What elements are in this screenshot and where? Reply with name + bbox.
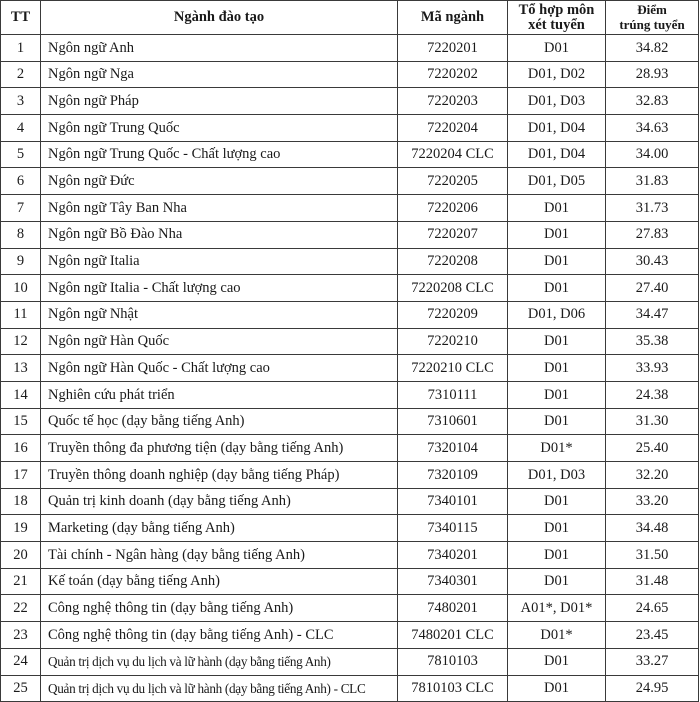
admission-score: 27.40 — [606, 275, 699, 302]
major-code: 7320109 — [398, 462, 508, 489]
admission-score: 34.82 — [606, 35, 699, 62]
row-index: 8 — [1, 221, 41, 248]
row-index: 15 — [1, 408, 41, 435]
major-code: 7480201 CLC — [398, 622, 508, 649]
major-code: 7340201 — [398, 542, 508, 569]
major-name: Ngôn ngữ Hàn Quốc — [41, 328, 398, 355]
major-code: 7220204 — [398, 115, 508, 142]
admission-score: 28.93 — [606, 61, 699, 88]
table-row — [1, 675, 699, 702]
major-name: Công nghệ thông tin (dạy bằng tiếng Anh) - CLC — [41, 622, 398, 649]
admission-score: 33.20 — [606, 488, 699, 515]
subject-combo: D01, D05 — [508, 168, 606, 195]
major-code: 7220206 — [398, 195, 508, 222]
subject-combo: D01* — [508, 622, 606, 649]
header-score-line2: trúng tuyển — [619, 16, 685, 32]
admission-score: 31.48 — [606, 568, 699, 595]
subject-combo: D01, D03 — [508, 462, 606, 489]
subject-combo: D01, D03 — [508, 88, 606, 115]
major-code: 7220208 — [398, 248, 508, 275]
major-name: Ngôn ngữ Trung Quốc - Chất lượng cao — [41, 141, 398, 168]
subject-combo: D01 — [508, 35, 606, 62]
table-row — [1, 275, 699, 302]
row-index: 20 — [1, 542, 41, 569]
table-row — [1, 195, 699, 222]
major-name: Ngôn ngữ Nhật — [41, 301, 398, 328]
row-index: 23 — [1, 622, 41, 649]
row-index: 11 — [1, 301, 41, 328]
row-index: 12 — [1, 328, 41, 355]
header-combo-line2: xét tuyển — [528, 16, 585, 33]
table-row — [1, 515, 699, 542]
subject-combo: D01 — [508, 195, 606, 222]
row-index: 21 — [1, 568, 41, 595]
row-index: 25 — [1, 675, 41, 702]
admission-score: 32.20 — [606, 462, 699, 489]
major-name: Ngôn ngữ Hàn Quốc - Chất lượng cao — [41, 355, 398, 382]
subject-combo: D01 — [508, 248, 606, 275]
admission-score: 32.83 — [606, 88, 699, 115]
row-index: 6 — [1, 168, 41, 195]
major-name: Kế toán (dạy bằng tiếng Anh) — [41, 568, 398, 595]
header-code: Mã ngành — [398, 1, 508, 35]
table-row — [1, 301, 699, 328]
row-index: 18 — [1, 488, 41, 515]
major-name: Ngôn ngữ Đức — [41, 168, 398, 195]
admission-score: 34.48 — [606, 515, 699, 542]
row-index: 22 — [1, 595, 41, 622]
header-score-line1: Điểm — [637, 2, 667, 18]
admission-score: 35.38 — [606, 328, 699, 355]
table-row — [1, 408, 699, 435]
table-row — [1, 248, 699, 275]
major-code: 7480201 — [398, 595, 508, 622]
major-code: 7320104 — [398, 435, 508, 462]
admission-score: 31.83 — [606, 168, 699, 195]
major-code: 7220203 — [398, 88, 508, 115]
table-row — [1, 542, 699, 569]
admission-score: 23.45 — [606, 622, 699, 649]
major-code: 7810103 — [398, 648, 508, 675]
subject-combo: D01, D06 — [508, 301, 606, 328]
major-code: 7340101 — [398, 488, 508, 515]
table-row — [1, 221, 699, 248]
admission-score: 31.30 — [606, 408, 699, 435]
subject-combo: D01 — [508, 381, 606, 408]
major-name: Ngôn ngữ Italia — [41, 248, 398, 275]
admission-score: 33.27 — [606, 648, 699, 675]
admission-score: 25.40 — [606, 435, 699, 462]
subject-combo: D01 — [508, 408, 606, 435]
row-index: 4 — [1, 115, 41, 142]
major-code: 7220205 — [398, 168, 508, 195]
admission-score: 24.95 — [606, 675, 699, 702]
table-row — [1, 35, 699, 62]
row-index: 16 — [1, 435, 41, 462]
subject-combo: D01* — [508, 435, 606, 462]
admission-score: 34.63 — [606, 115, 699, 142]
subject-combo: D01 — [508, 542, 606, 569]
row-index: 24 — [1, 648, 41, 675]
major-name: Quản trị dịch vụ du lịch và lữ hành (dạy bằng tiếng Anh) - CLC — [41, 675, 398, 702]
subject-combo: A01*, D01* — [508, 595, 606, 622]
table-row — [1, 381, 699, 408]
table-row — [1, 568, 699, 595]
major-name: Nghiên cứu phát triển — [41, 381, 398, 408]
major-code: 7220210 — [398, 328, 508, 355]
table-row — [1, 435, 699, 462]
major-name: Ngôn ngữ Anh — [41, 35, 398, 62]
major-name: Quốc tế học (dạy bằng tiếng Anh) — [41, 408, 398, 435]
admission-score: 33.93 — [606, 355, 699, 382]
table-row — [1, 488, 699, 515]
major-code: 7220207 — [398, 221, 508, 248]
row-index: 14 — [1, 381, 41, 408]
major-code: 7220208 CLC — [398, 275, 508, 302]
major-code: 7220201 — [398, 35, 508, 62]
admission-score: 31.50 — [606, 542, 699, 569]
header-score — [606, 1, 699, 35]
major-name: Quản trị kinh doanh (dạy bằng tiếng Anh) — [41, 488, 398, 515]
major-name: Truyền thông doanh nghiệp (dạy bằng tiếng Pháp) — [41, 462, 398, 489]
major-code: 7220210 CLC — [398, 355, 508, 382]
row-index: 5 — [1, 141, 41, 168]
row-index: 2 — [1, 61, 41, 88]
major-name: Marketing (dạy bằng tiếng Anh) — [41, 515, 398, 542]
major-name: Tài chính - Ngân hàng (dạy bằng tiếng Anh) — [41, 542, 398, 569]
major-code: 7220204 CLC — [398, 141, 508, 168]
row-index: 7 — [1, 195, 41, 222]
table-row — [1, 595, 699, 622]
header-combo-line1: Tổ hợp môn — [518, 2, 595, 18]
major-name: Ngôn ngữ Nga — [41, 61, 398, 88]
subject-combo: D01, D04 — [508, 141, 606, 168]
row-index: 10 — [1, 275, 41, 302]
subject-combo: D01 — [508, 275, 606, 302]
row-index: 9 — [1, 248, 41, 275]
major-code: 7340115 — [398, 515, 508, 542]
row-index: 1 — [1, 35, 41, 62]
table-row — [1, 462, 699, 489]
admission-score: 24.65 — [606, 595, 699, 622]
table-row — [1, 115, 699, 142]
table-row — [1, 168, 699, 195]
admission-score: 30.43 — [606, 248, 699, 275]
major-name: Ngôn ngữ Bồ Đào Nha — [41, 221, 398, 248]
admission-score: 34.00 — [606, 141, 699, 168]
subject-combo: D01 — [508, 221, 606, 248]
major-name: Công nghệ thông tin (dạy bằng tiếng Anh) — [41, 595, 398, 622]
major-code: 7810103 CLC — [398, 675, 508, 702]
admission-score: 31.73 — [606, 195, 699, 222]
row-index: 13 — [1, 355, 41, 382]
subject-combo: D01 — [508, 355, 606, 382]
major-name: Ngôn ngữ Italia - Chất lượng cao — [41, 275, 398, 302]
major-name: Quản trị dịch vụ du lịch và lữ hành (dạy bằng tiếng Anh) — [41, 648, 398, 675]
major-code: 7220202 — [398, 61, 508, 88]
table-row — [1, 622, 699, 649]
major-name: Ngôn ngữ Pháp — [41, 88, 398, 115]
major-code: 7220209 — [398, 301, 508, 328]
header-major: Ngành đào tạo — [41, 1, 398, 35]
row-index: 17 — [1, 462, 41, 489]
subject-combo: D01 — [508, 675, 606, 702]
major-name: Ngôn ngữ Trung Quốc — [41, 115, 398, 142]
table-row — [1, 141, 699, 168]
subject-combo: D01, D04 — [508, 115, 606, 142]
major-code: 7340301 — [398, 568, 508, 595]
subject-combo: D01, D02 — [508, 61, 606, 88]
table-row — [1, 61, 699, 88]
row-index: 19 — [1, 515, 41, 542]
table-row — [1, 355, 699, 382]
admission-score: 27.83 — [606, 221, 699, 248]
admission-score: 24.38 — [606, 381, 699, 408]
table-row — [1, 328, 699, 355]
row-index: 3 — [1, 88, 41, 115]
admission-score: 34.47 — [606, 301, 699, 328]
table-row — [1, 648, 699, 675]
table-row — [1, 88, 699, 115]
major-name: Truyền thông đa phương tiện (dạy bằng tiếng Anh) — [41, 435, 398, 462]
major-name: Ngôn ngữ Tây Ban Nha — [41, 195, 398, 222]
subject-combo: D01 — [508, 568, 606, 595]
major-code: 7310601 — [398, 408, 508, 435]
header-row — [1, 1, 699, 35]
header-tt: TT — [1, 1, 41, 35]
major-code: 7310111 — [398, 381, 508, 408]
header-combo — [508, 1, 606, 35]
subject-combo: D01 — [508, 328, 606, 355]
subject-combo: D01 — [508, 515, 606, 542]
subject-combo: D01 — [508, 648, 606, 675]
subject-combo: D01 — [508, 488, 606, 515]
